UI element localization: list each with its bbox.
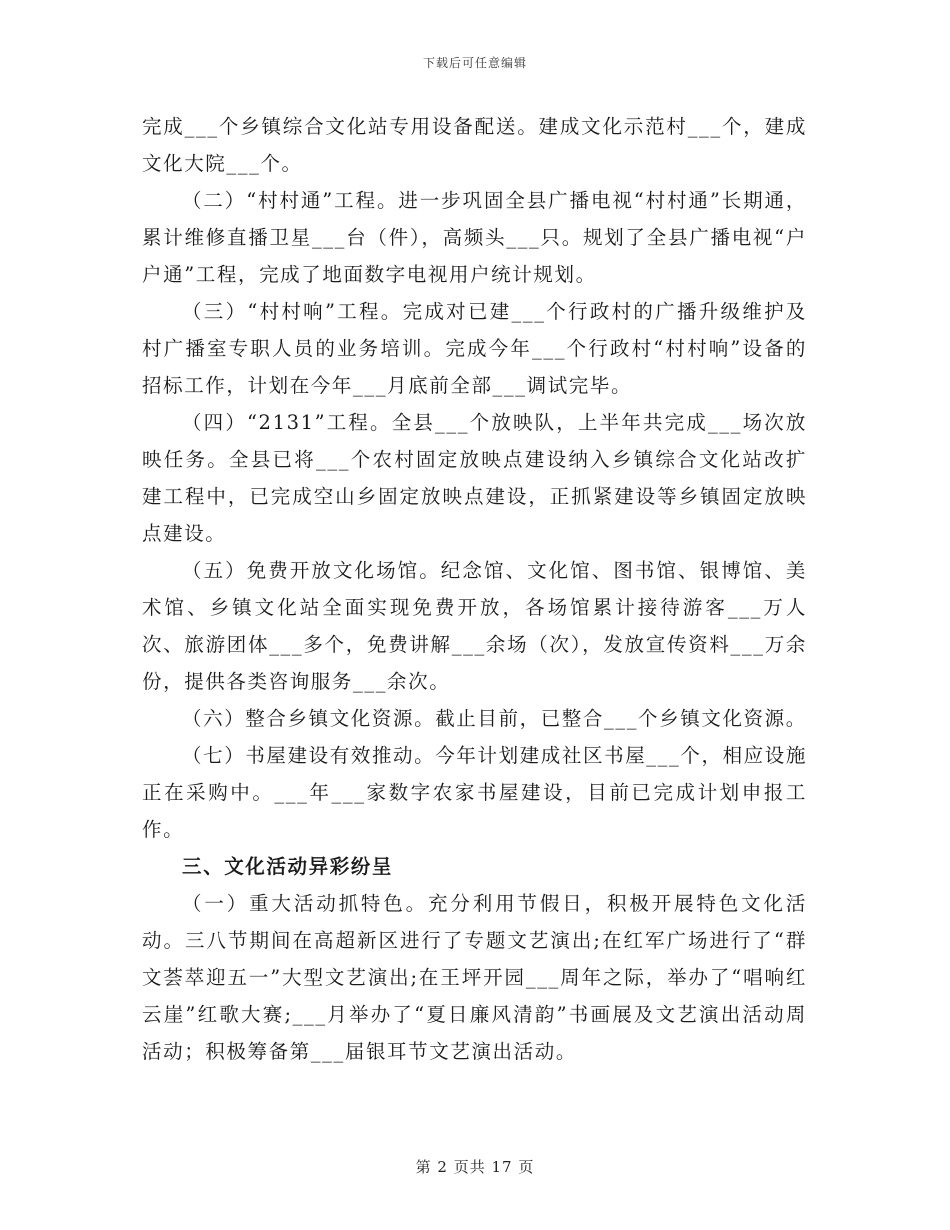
paragraph-village-connect: （二）“村村通”工程。进一步巩固全县广播电视“村村通”长期通，累计维修直播卫星___台（件），高频头___只。规划了全县广播电视“户户通”工程，完成了地面数字电视用户统计规划。 [142,189,807,286]
paragraph-integrate-resources: （六）整合乡镇文化资源。截止目前，已整合___个乡镇文化资源。 [182,707,807,730]
paragraph-free-venues: （五）免费开放文化场馆。纪念馆、文化馆、图书馆、银博馆、美术馆、乡镇文化站全面实现免费开放，各场馆累计接待游客___万人次、旅游团体___多个，免费讲解___余场（次），发放宣传资料___万余份，提供各类咨询服务___余次。 [142,559,807,693]
page-number: 第 2 页共 17 页 [415,1158,535,1176]
paragraph-2131-project: （四）“2131”工程。全县___个放映队，上半年共完成___场次放映任务。全县已将___个农村固定放映点建设纳入乡镇综合文化站改扩建工程中，已完成空山乡固定放映点建设，正抓紧建设等乡镇固定放映点建设。 [142,411,807,545]
document-body [142,108,807,1070]
paragraph-continued: 完成___个乡镇综合文化站专用设备配送。建成文化示范村___个，建成文化大院___个。 [142,115,807,175]
paragraph-village-broadcast: （三）“村村响”工程。完成对已建___个行政村的广播升级维护及村广播室专职人员的业务培训。完成今年___个行政村“村村响”设备的招标工作，计划在今年___月底前全部___调试完毕。 [142,300,807,397]
header-note: 下载后可任意编辑 [422,56,527,70]
section-heading-three: 三、文化活动异彩纷呈 [182,855,394,878]
paragraph-major-events: （一）重大活动抓特色。充分利用节假日，积极开展特色文化活动。三八节期间在高超新区进行了专题文艺演出;在红军广场进行了“群文荟萃迎五一”大型文艺演出;在王坪开园___周年之际，举办了“唱响红云崖”红歌大赛;___月举办了“夏日廉风清韵”书画展及文艺演出活动周活动；积极筹备第___届银耳节文艺演出活动。 [142,892,807,1063]
paragraph-bookhouse: （七）书屋建设有效推动。今年计划建成社区书屋___个，相应设施正在采购中。___年___家数字农家书屋建设，目前已完成计划申报工作。 [142,744,807,841]
